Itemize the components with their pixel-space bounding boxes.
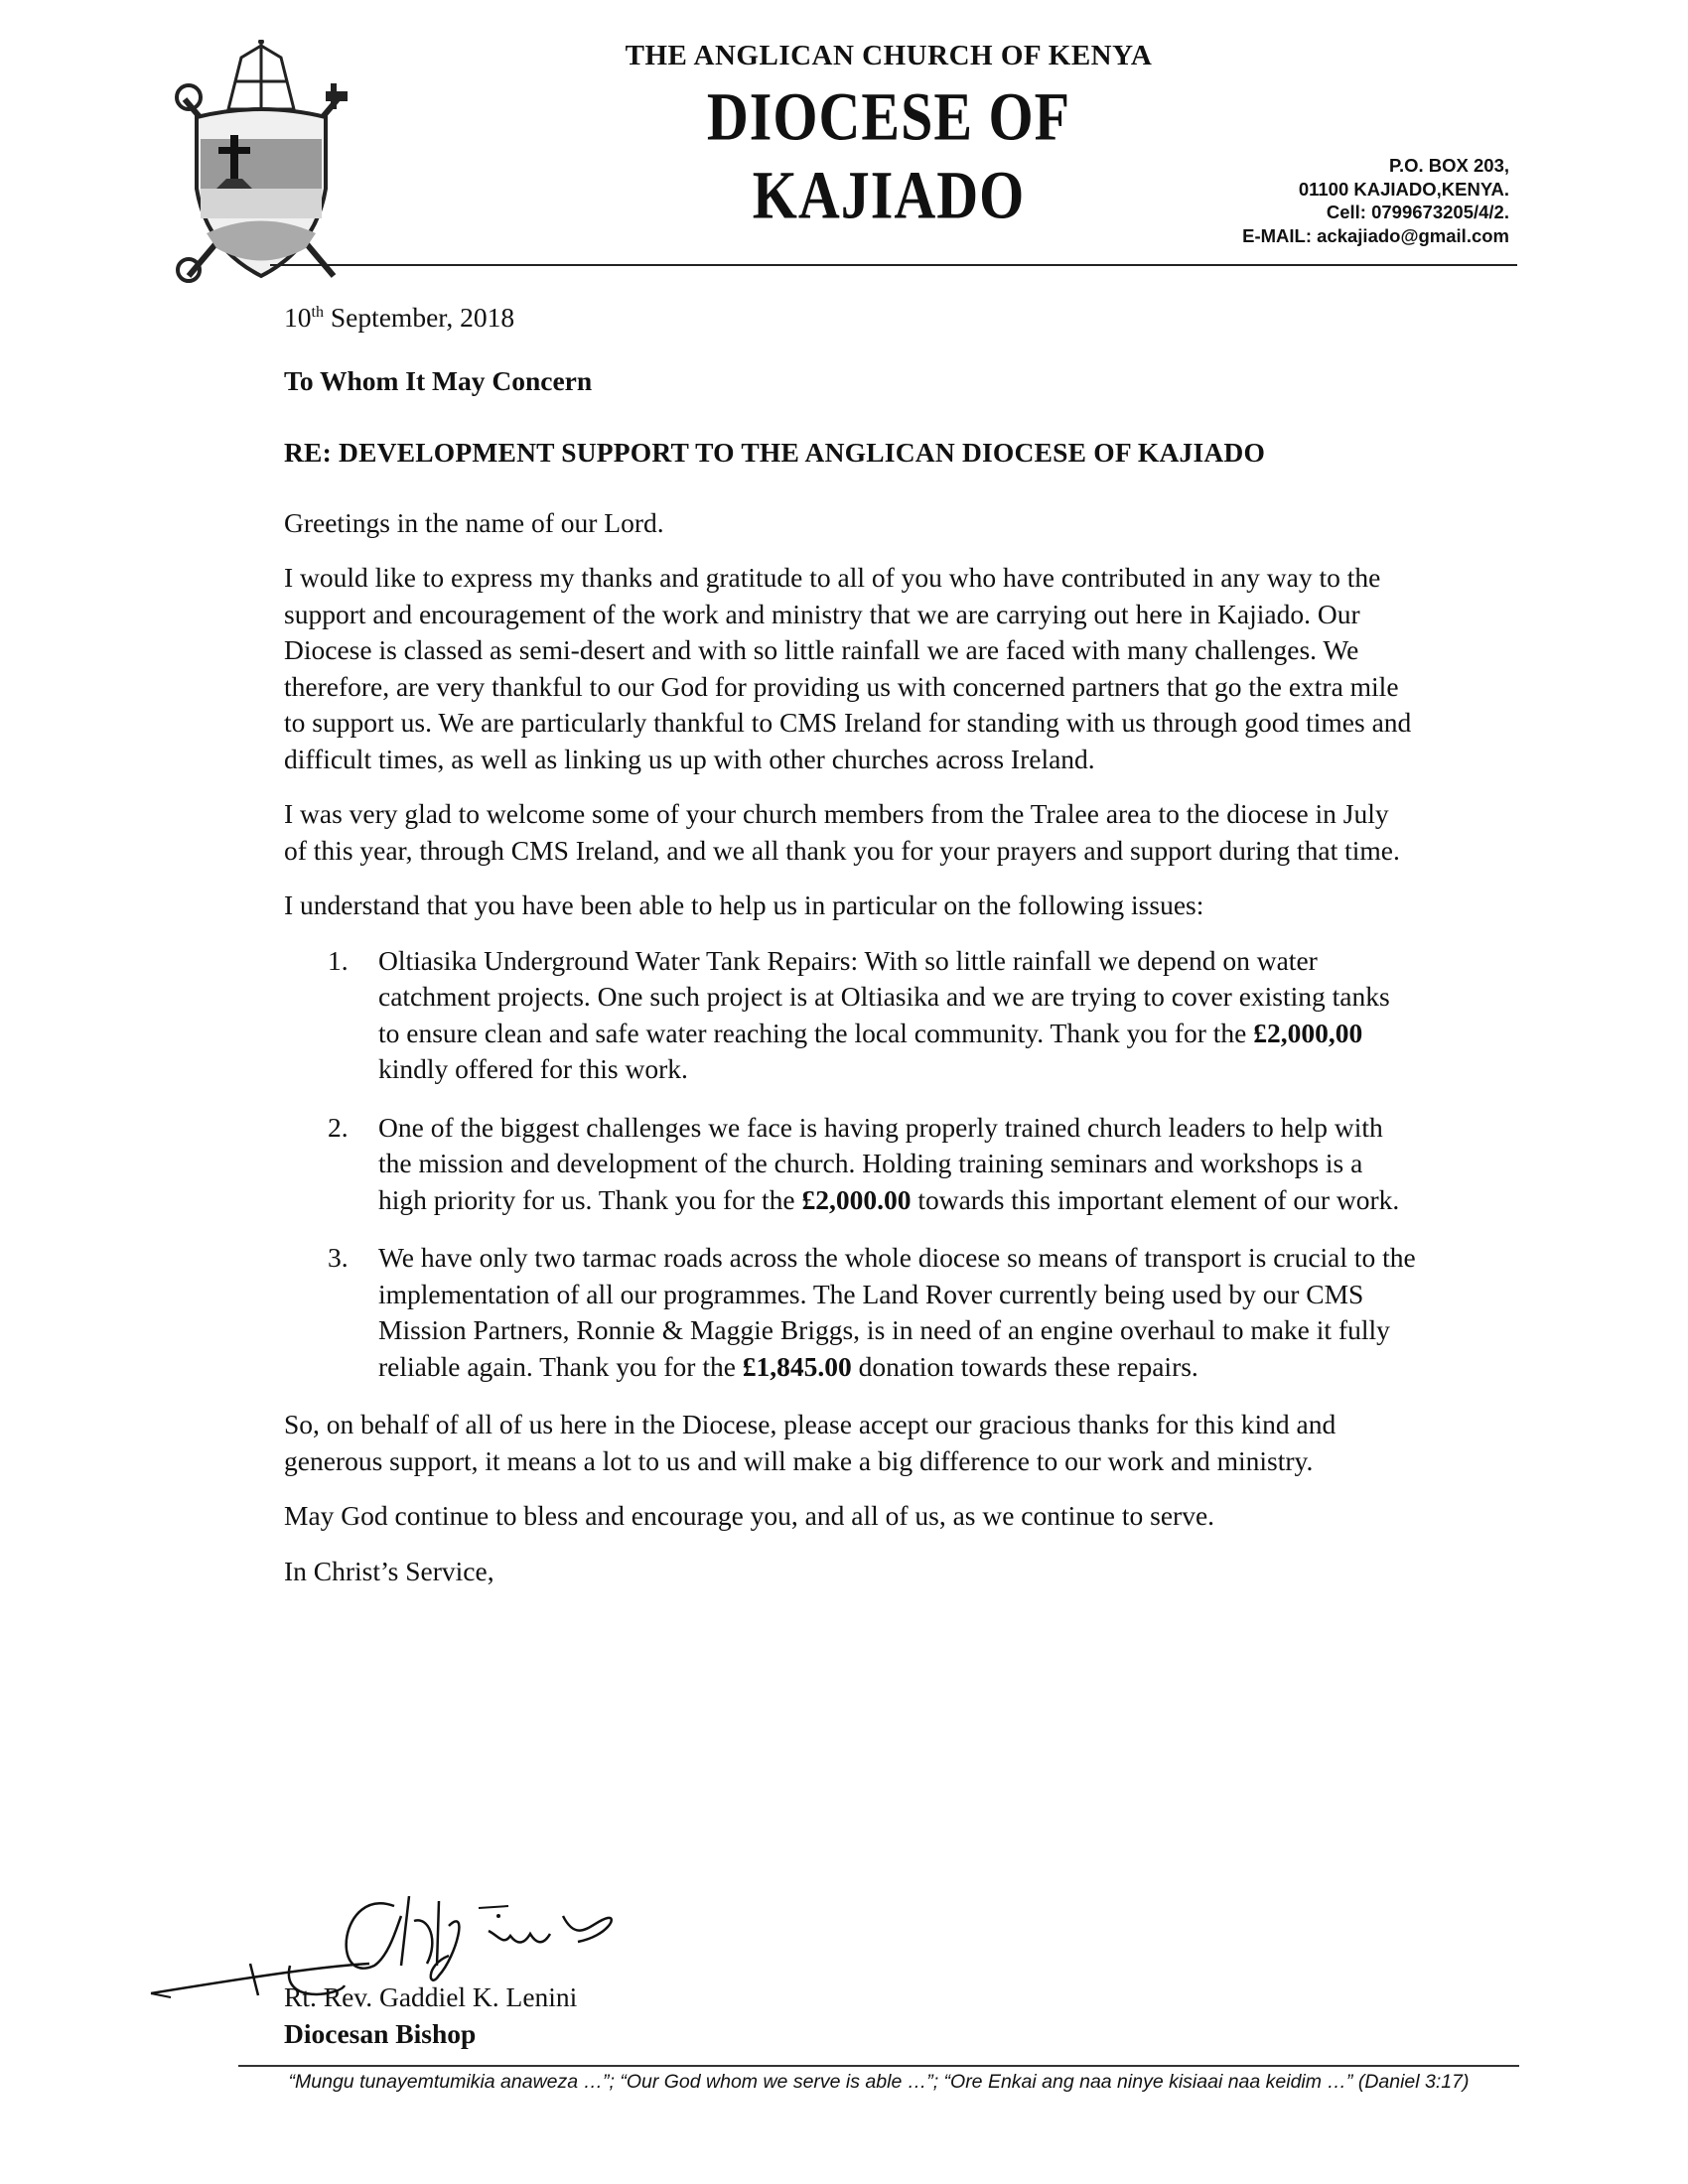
footer-quote: “Mungu tunayemtumikia anaweza …”; “Our God whom we serve is able …”; “Ore Enkai ang naa ninye kisiaai naa keidim …” (Daniel 3:17) — [288, 2071, 1470, 2093]
list-text: Oltiasika Underground Water Tank Repairs: With so little rainfall we depend on water catchment projects. One such project is at Oltiasika and we are trying to cover existing tanks to ensure clean and safe water reaching the local community. Thank you for the — [378, 944, 1390, 1048]
paragraph-behalf: So, on behalf of all of us here in the Diocese, please accept our gracious thanks for this kind and generous support, it means a lot to us and will make a big difference to our work and ministry. — [284, 1409, 1336, 1476]
date-rest: September, 2018 — [323, 302, 515, 333]
subject-line: RE: DEVELOPMENT SUPPORT TO THE ANGLICAN DIOCESE OF KAJIADO — [284, 437, 1266, 468]
list-number: 3. — [328, 1242, 349, 1273]
support-list — [284, 943, 1416, 1386]
address-line: Cell: 0799673205/4/2. — [1326, 202, 1509, 222]
paragraph-visit: I was very glad to welcome some of your church members from the Tralee area to the diocese in July of this year, through CMS Ireland, and we all thank you for your prayers and support during that time. — [284, 798, 1400, 866]
address-line: E-MAIL: ackajiado@gmail.com — [1242, 224, 1509, 246]
list-text-after: towards this important element of our work. — [911, 1183, 1400, 1215]
address-line: 01100 KAJIADO,KENYA. — [1298, 178, 1509, 200]
letter-body — [284, 300, 1416, 1589]
list-item — [284, 1110, 1416, 1219]
list-text-after: donation towards these repairs. — [851, 1350, 1198, 1382]
addressee: To Whom It May Concern — [284, 364, 593, 396]
date-day: 10 — [284, 302, 312, 333]
list-text: One of the biggest challenges we face is having properly trained church leaders to help with the mission and development of the church. Holding training seminars and workshops is a high priority for us. Thank you for the — [378, 1111, 1383, 1215]
diocese-name: DIOCESE OF KAJIADO — [706, 78, 1071, 233]
list-item — [284, 943, 1416, 1088]
closing: In Christ’s Service, — [284, 1555, 494, 1586]
address-line: P.O. BOX 203, — [1389, 155, 1509, 176]
header-divider — [270, 264, 1517, 266]
paragraph-thanks: I would like to express my thanks and gratitude to all of you who have contributed in any way to the support and encouragement of the work and ministry that we are carrying out here in Kajiado. Our Diocese is classed as semi-desert and with so little rainfall we are faced with many challenges. We therefore, are very thankful to our God for providing us with concerned partners that go the extra mile to support us. We are particularly thankful to CMS Ireland for standing with us through good times and difficult times, as well as linking us up with other churches across Ireland. — [284, 562, 1412, 774]
date-suffix: th — [311, 303, 324, 321]
list-item — [284, 1240, 1416, 1385]
diocese-crest-icon — [167, 40, 355, 283]
contact-address — [1242, 154, 1509, 247]
church-name: THE ANGLICAN CHURCH OF KENYA — [625, 40, 1153, 71]
list-text: We have only two tarmac roads across the whole diocese so means of transport is crucial to the implementation of all our programmes. The Land Rover currently being used by our CMS Mission Partners, Ronnie & Maggie Briggs, is in need of an engine overhaul to make it fully reliable again. Thank you for the — [378, 1242, 1416, 1382]
amount: £2,000,00 — [1253, 1017, 1363, 1048]
signer-name: Rt. Rev. Gaddiel K. Lenini — [284, 1981, 578, 2012]
paragraph-issues-intro: I understand that you have been able to help us in particular on the following issues: — [284, 889, 1204, 920]
amount: £2,000.00 — [801, 1183, 912, 1215]
signer-block — [284, 1979, 577, 2052]
list-text-after: kindly offered for this work. — [378, 1053, 688, 1084]
amount: £1,845.00 — [742, 1350, 852, 1382]
letter-date — [284, 300, 1416, 337]
footer-divider — [238, 2065, 1519, 2067]
paragraph-blessing: May God continue to bless and encourage you, and all of us, as we continue to serve. — [284, 1500, 1215, 1531]
list-number: 1. — [328, 944, 349, 976]
list-number: 2. — [328, 1111, 349, 1143]
greeting: Greetings in the name of our Lord. — [284, 506, 664, 538]
signer-role: Diocesan Bishop — [284, 2017, 477, 2049]
